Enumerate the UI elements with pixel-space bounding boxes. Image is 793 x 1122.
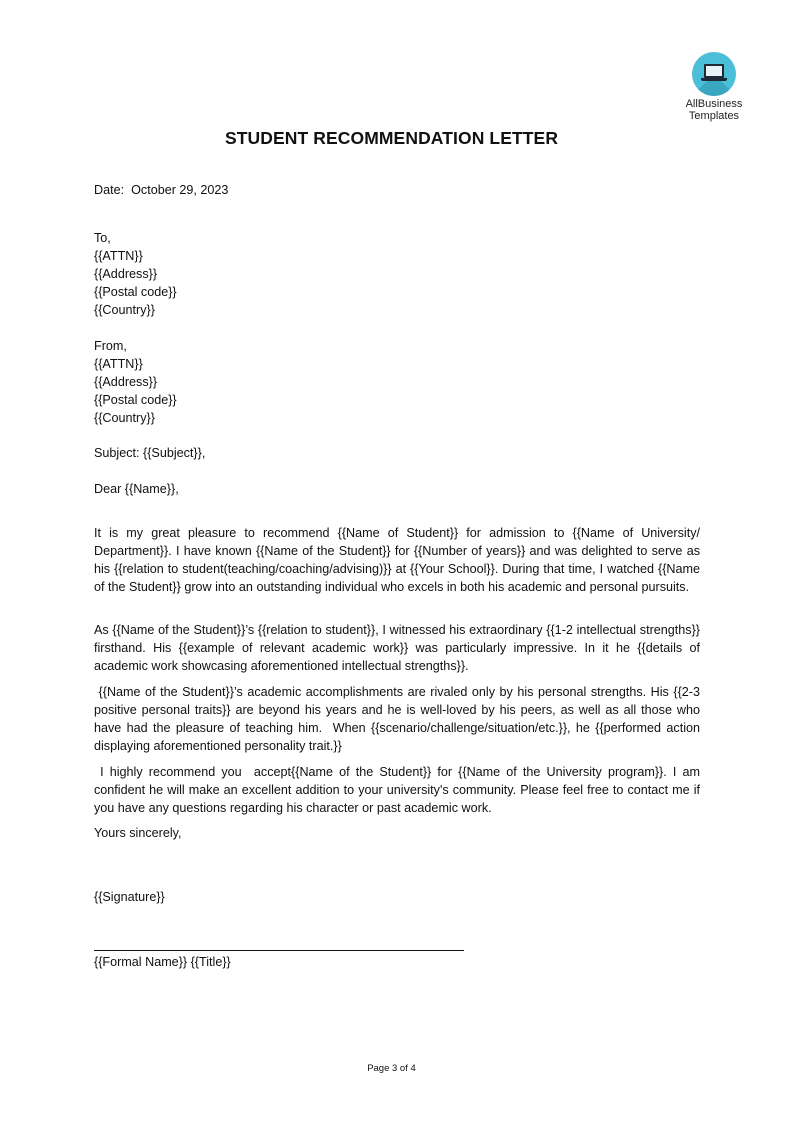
to-attn: {{ATTN}}: [94, 249, 143, 263]
allbusiness-templates-logo: [678, 50, 750, 122]
from-heading: From,: [94, 339, 127, 353]
signature-placeholder: {{Signature}}: [94, 890, 165, 904]
from-attn: {{ATTN}}: [94, 357, 143, 371]
to-heading: To,: [94, 231, 111, 245]
page-number: Page 3 of 4: [367, 1063, 416, 1074]
body-paragraph-3: {{Name of the Student}}’s academic accomplishments are rivaled only by his personal strengths. His {{2-3 positive personal traits}} are beyond his years and he is well-loved by his peers, as well as all those who have had the pleasure of teaching him. When {{scenario/challenge/situation/etc.}}, he {{performed action displaying aforementioned personality trait.}}: [94, 685, 704, 753]
body-paragraph-2: As {{Name of the Student}}’s {{relation to student}}, I witnessed his extraordinary {{1-2 intellectual strengths}} firsthand. His {{example of relevant academic work}} was particularly impressive. In it he {{details of academic work showcasing aforementioned intellectual strengths}}.: [94, 623, 700, 673]
signature-line: [94, 950, 464, 951]
from-address: {{Address}}: [94, 375, 158, 389]
document-title: STUDENT RECOMMENDATION LETTER: [224, 128, 559, 148]
body-paragraph-1: It is my great pleasure to recommend {{Name of Student}} for admission to {{Name of University/ Department}}. I have known {{Name of the Student}} for {{Number of years}} and was delighted to serve as his {{relation to student(teaching/coaching/advising)}} at {{Your School}}. During that time, I watched {{Name of the Student}} grow into an outstanding individual who excels in both his academic and personal pursuits.: [94, 526, 700, 594]
closing: Yours sincerely,: [94, 826, 182, 840]
date-value: October 29, 2023: [131, 183, 229, 197]
laptop-icon: [692, 52, 736, 96]
body-paragraph-4: I highly recommend you accept{{Name of the Student}} for {{Name of the University program}}. I am confident he will make an excellent addition to your university's community. Please feel free to contact me if you have any questions regarding his character or past academic work.: [94, 765, 704, 815]
from-postal-code: {{Postal code}}: [94, 393, 177, 407]
date-label: Date:: [94, 183, 125, 197]
to-postal-code: {{Postal code}}: [94, 285, 177, 299]
formal-name-title: {{Formal Name}} {{Title}}: [94, 955, 231, 969]
to-address: {{Address}}: [94, 267, 158, 281]
to-country: {{Country}}: [94, 303, 155, 317]
subject-line: Subject: {{Subject}},: [94, 446, 206, 460]
date-line: [94, 181, 228, 199]
recipient-address-block: [94, 229, 177, 319]
logo-text: AllBusiness Templates: [685, 98, 743, 122]
from-country: {{Country}}: [94, 411, 155, 425]
sender-address-block: [94, 337, 177, 427]
salutation: Dear {{Name}},: [94, 482, 179, 496]
